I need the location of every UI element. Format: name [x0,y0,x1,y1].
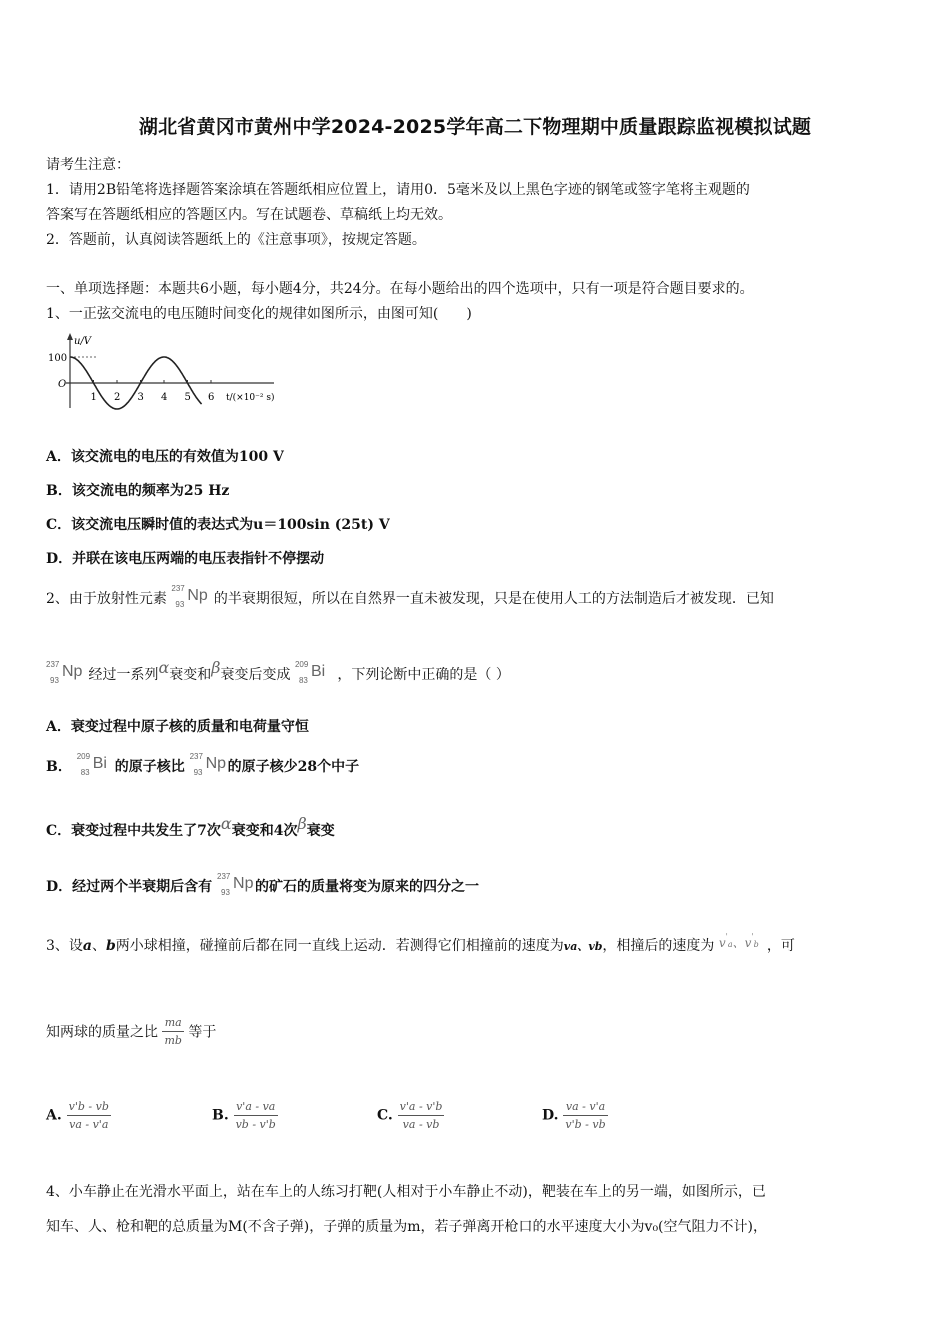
q1-option-b[interactable]: B．该交流电的频率为25 Hz [46,483,230,499]
q1-graph-xtick-label: 4 [161,392,168,403]
nuclide-bi: 209 83 Bi [76,752,107,777]
q2-option-d[interactable]: D．经过两个半衰期后含有 237 93 Np 的矿石的质量将变为原来的四分之一 [46,872,479,902]
q2-option-c[interactable]: C．衰变过程中共发生了7次α衰变和4次β衰变 [46,814,335,839]
q4-stem-line-2: 知车、人、枪和靶的总质量为M(不含子弹)，子弹的质量为m，若子弹离开枪口的水平速度大小为v₀(空气阻力不计)， [46,1219,767,1235]
q4-stem-line-1: 4、小车静止在光滑水平面上，站在车上的人练习打靶(人相对于小车静止不动)，靶装在车上的另一端，如图所示，已 [46,1184,766,1200]
q1-graph-origin: O [58,379,67,390]
q3-initial-velocities: va、vb [563,940,603,953]
q1-graph-xlabel: t/(×10⁻² s) [226,393,275,403]
nuclide-np: 237 93 Np [217,872,254,897]
alpha-symbol: α [158,658,170,677]
q1-graph-xtick-label: 2 [114,392,121,403]
q1-voltage-graph [46,330,296,415]
notice-item-1a: 1．请用2B铅笔将选择题答案涂填在答题纸相应位置上，请用0．5毫米及以上黑色字迹的钢笔或签字笔将主观题的 [46,182,750,198]
q2-text-2: 的半衰期很短，所以在自然界一直未被发现，只是在使用人工的方法制造后才被发现．已知 [213,591,774,607]
nuclide-np: 237 93 Np [189,752,227,777]
q3-option-d[interactable]: D. $\frac{va - v'a}{v'b - vb}$ [542,1100,606,1131]
q3-stem-line-2: 知两球的质量之比 $\frac{ma}{mb}$ 等于 [46,1016,217,1047]
q2-option-a[interactable]: A．衰变过程中原子核的质量和电荷量守恒 [46,719,309,735]
section-heading: 一、单项选择题：本题共6小题，每小题4分，共24分。在每小题给出的四个选项中，只有一项是符合题目要求的。 [46,281,754,297]
q3-option-c[interactable]: C. $\frac{v'a - v'b}{va - vb}$ [377,1100,443,1131]
q1-graph-xtick-label: 1 [90,392,97,403]
q1-graph-xtick-label: 5 [184,392,191,403]
q2-stem-line-1 [46,584,774,614]
q2-option-b[interactable]: B． 209 83 Bi 的原子核比 237 93 Np 的原子核少28个中子 [46,752,359,782]
q2-text-1: 2、由于放射性元素 [46,591,167,607]
notice-item-1b: 答案写在答题纸相应的答题区内。写在试题卷、草稿纸上均无效。 [46,207,452,223]
q1-stem: 1、一正弦交流电的电压随时间变化的规律如图所示，由图可知( ) [46,306,472,322]
page-title: 湖北省黄冈市黄州中学2024-2025学年高二下物理期中质量跟踪监视模拟试题 [138,116,812,138]
q1-graph-xtick-label: 3 [137,392,144,403]
nuclide-np: 237 93 Np [171,584,208,609]
nuclide-bi: 209 83 Bi [294,660,326,685]
q3-stem-line-1: 3、设a、b两小球相撞，碰撞前后都在同一直线上运动．若测得它们相撞前的速度为va、vb，相撞后的速度为 v'a、v'b ，可 [46,932,795,954]
notice-heading: 请考生注意： [46,157,130,173]
nuclide-np: 237 93 Np [46,660,83,685]
q1-graph-xtick-label: 6 [208,392,215,403]
beta-symbol: β [211,658,221,677]
q3-option-b[interactable]: B. $\frac{v'a - va}{vb - v'b}$ [212,1100,276,1131]
mass-ratio-fraction: $\frac{ma}{mb}$ [164,1016,182,1047]
q1-graph-ymax: 100 [48,353,68,364]
q3-option-a[interactable]: A. $\frac{v'b - vb}{va - v'a}$ [46,1100,109,1131]
alpha-symbol: α [220,814,232,833]
beta-symbol: β [297,814,307,833]
q1-option-c[interactable]: C．该交流电压瞬时值的表达式为u＝100sin (25t) V [46,517,390,533]
q1-graph-ylabel: u/V [74,336,92,347]
q1-option-a[interactable]: A．该交流电的电压的有效值为100 V [46,449,284,465]
q2-stem-line-2: 237 93 Np 经过一系列α衰变和β衰变后变成 209 83 Bi ，下列论断中正确的是（ ） [46,658,510,690]
q1-option-d[interactable]: D．并联在该电压两端的电压表指针不停摆动 [46,551,325,567]
q3-final-velocities: v'a、v'b [718,932,759,950]
notice-item-2: 2．答题前，认真阅读答题纸上的《注意事项》，按规定答题。 [46,232,426,248]
